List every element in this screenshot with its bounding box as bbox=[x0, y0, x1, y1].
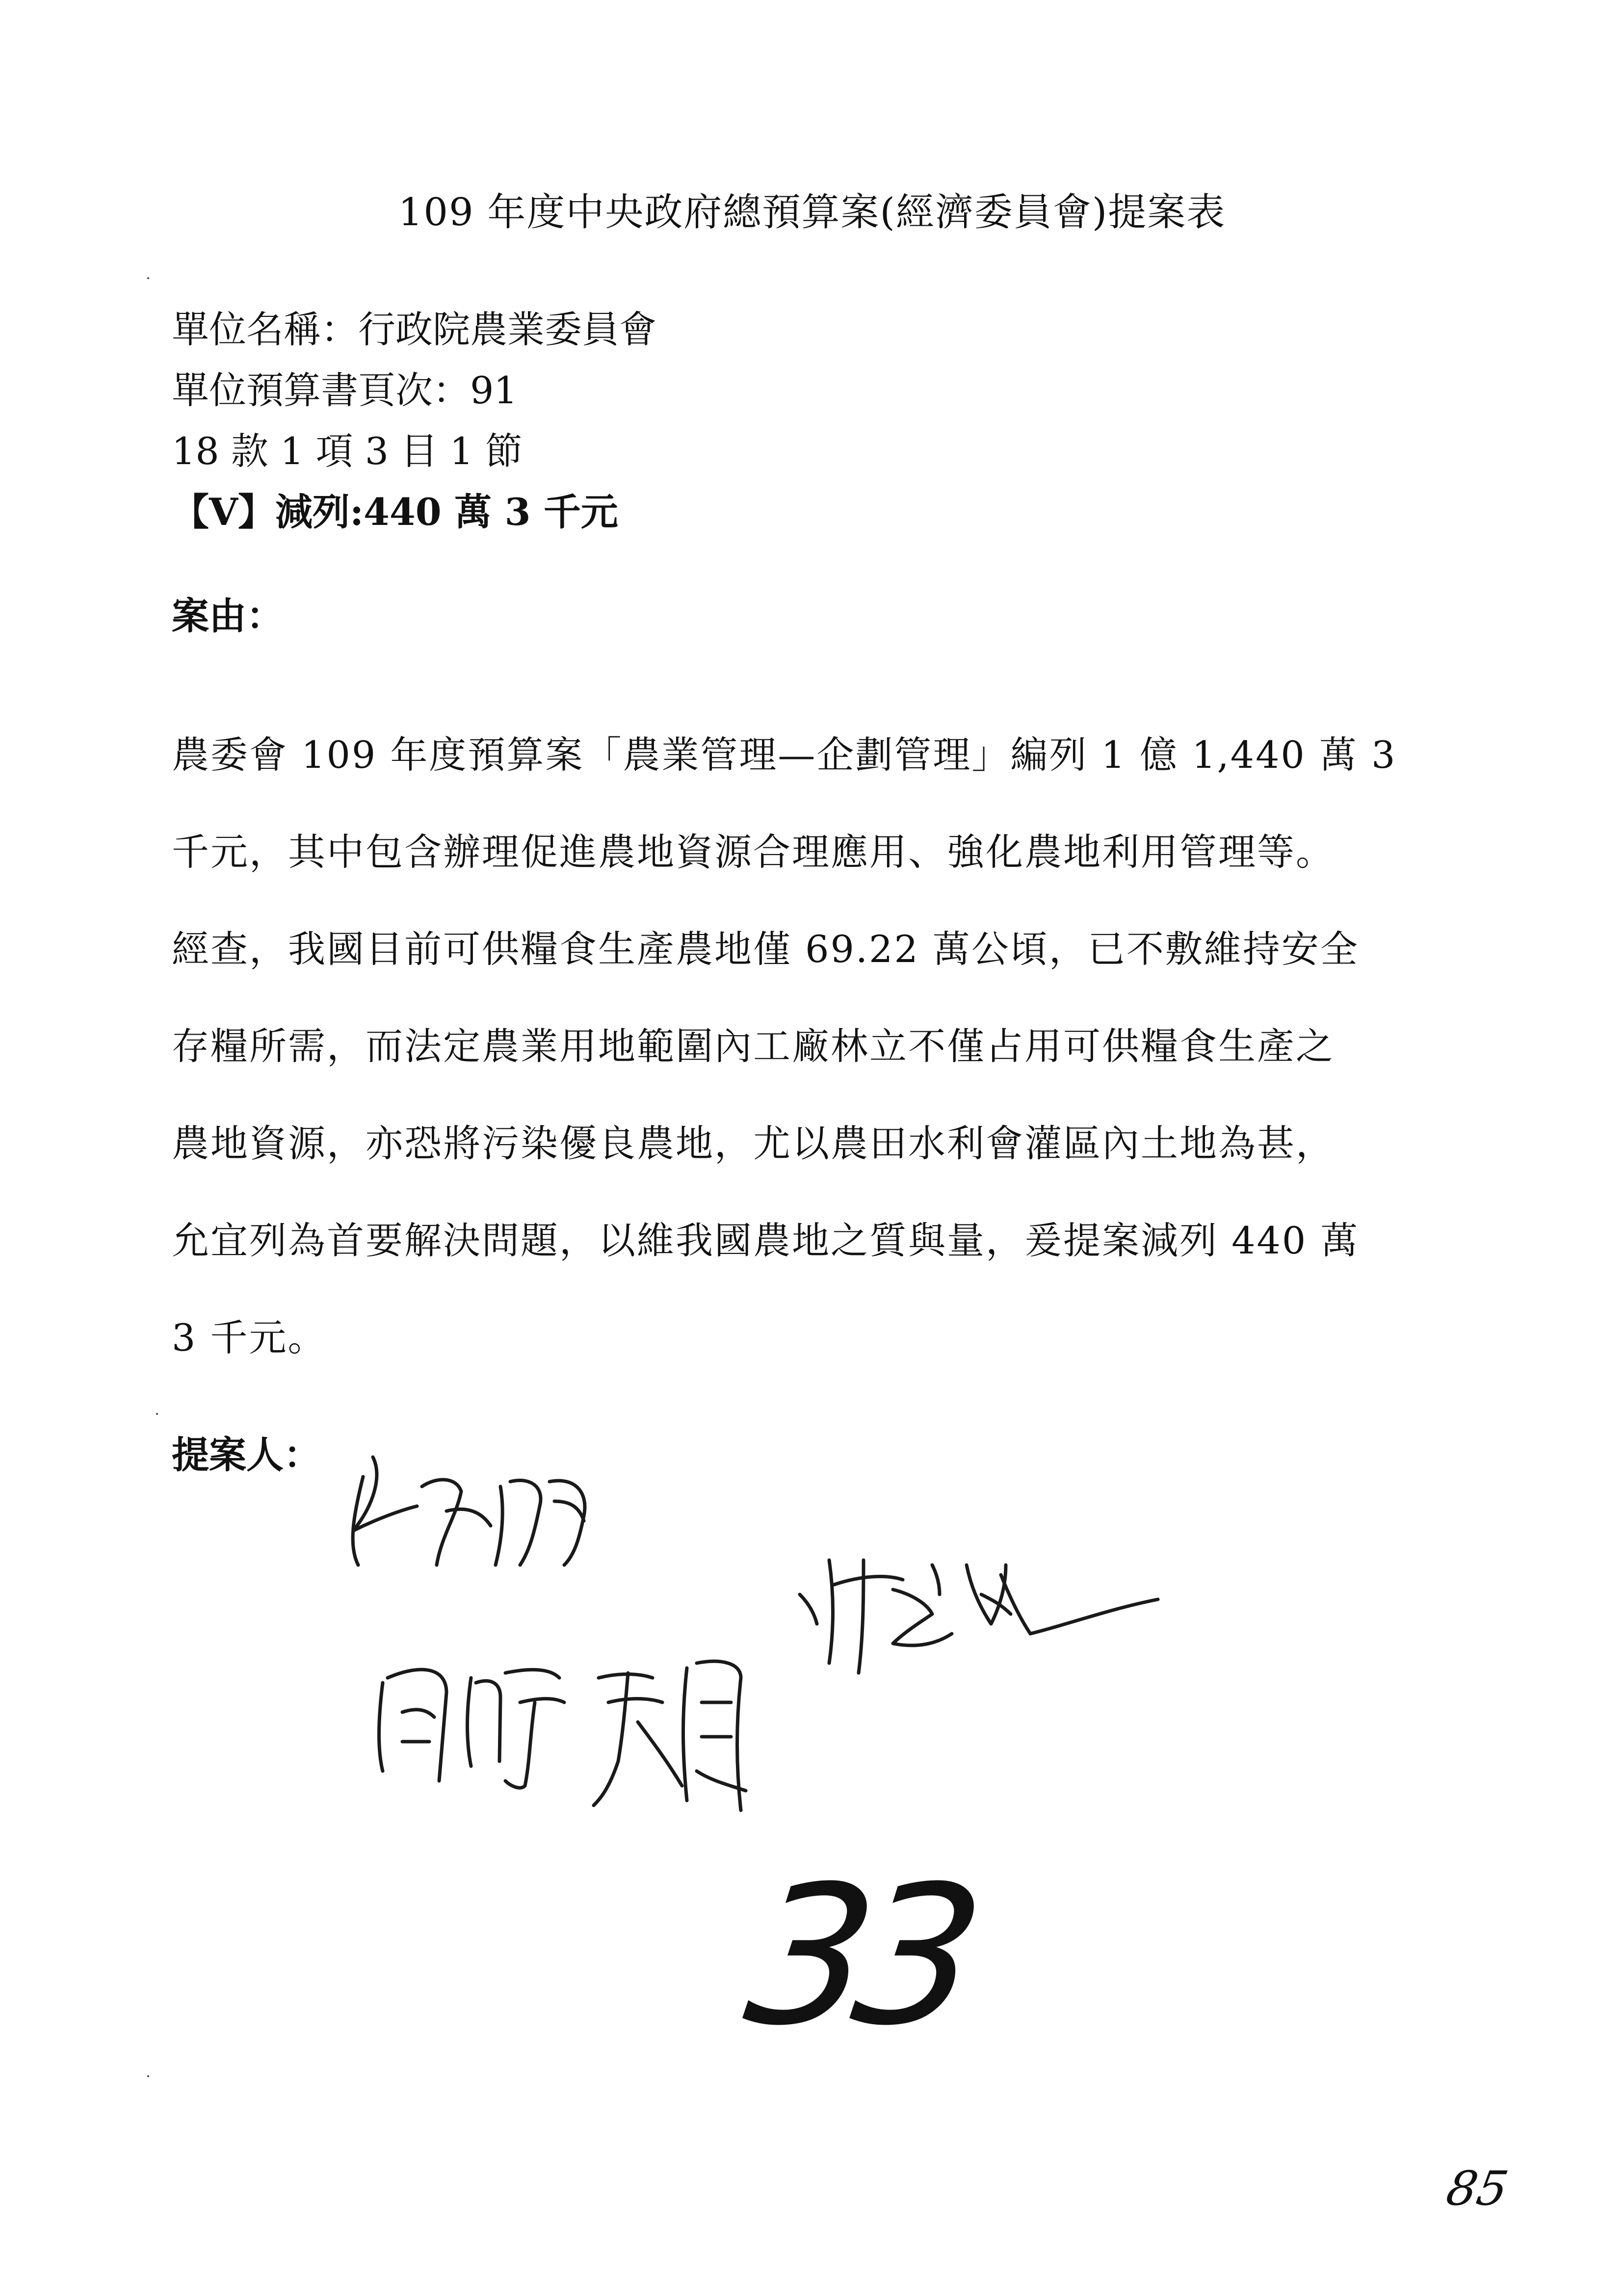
proposal-metadata bbox=[172, 299, 656, 543]
scan-speck bbox=[156, 1413, 158, 1415]
scan-speck bbox=[147, 2075, 149, 2077]
scan-speck bbox=[147, 277, 149, 279]
item-path: 18 款 1 項 3 目 1 節 bbox=[172, 429, 523, 473]
handwritten-page-number: 85 bbox=[1442, 2161, 1513, 2216]
proposer-label: 提案人： bbox=[172, 1433, 321, 1477]
cut-amount: 【V】減列:440 萬 3 千元 bbox=[172, 490, 618, 534]
page-title: 109 年度中央政府總預算案(經濟委員會)提案表 bbox=[398, 190, 1226, 235]
reason-line: 經查，我國目前可供糧食生產農地僅 69.22 萬公頃，已不敷維持安全 bbox=[172, 927, 1359, 971]
reason-line: 農地資源，亦恐將污染優良農地，尤以農田水利會灌區內土地為甚， bbox=[172, 1122, 1335, 1165]
reason-label: 案由： bbox=[172, 594, 284, 638]
reason-line: 千元，其中包含辦理促進農地資源合理應用、強化農地利用管理等。 bbox=[172, 830, 1335, 874]
reason-body bbox=[172, 706, 1487, 1386]
reason-line: 存糧所需，而法定農業用地範圍內工廠林立不僅占用可供糧食生產之 bbox=[172, 1024, 1335, 1068]
reason-line: 允宜列為首要解決問題，以維我國農地之質與量，爰提案減列 440 萬 bbox=[172, 1219, 1360, 1262]
handwritten-proposal-number: 33 bbox=[735, 1845, 981, 2067]
unit-name: 單位名稱：行政院農業委員會 bbox=[172, 308, 656, 351]
reason-line: 農委會 109 年度預算案「農業管理—企劃管理」編列 1 億 1,440 萬 3 bbox=[172, 733, 1397, 777]
reason-line: 3 千元。 bbox=[172, 1316, 327, 1359]
budget-page: 單位預算書頁次：91 bbox=[172, 368, 518, 412]
